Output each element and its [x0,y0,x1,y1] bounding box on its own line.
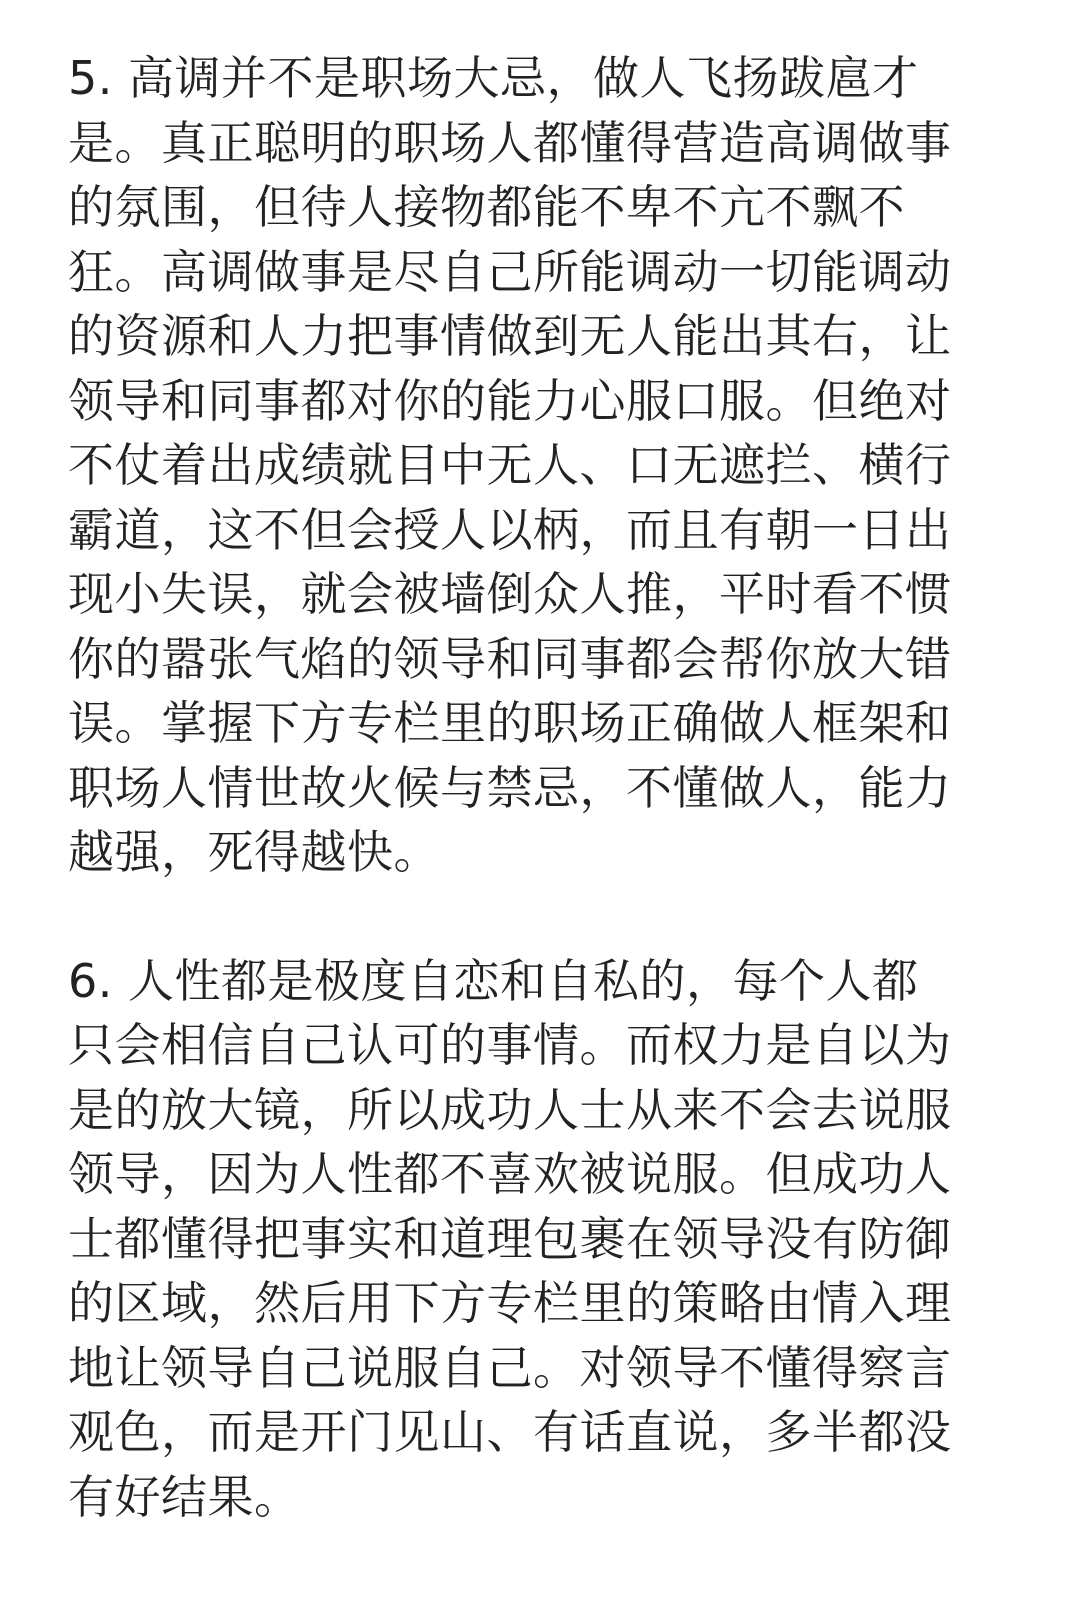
article-body [68,46,958,1529]
paragraph-item-5: 5. 高调并不是职场大忌，做人飞扬跋扈才是。真正聪明的职场人都懂得营造高调做事的氛围，但待人接物都能不卑不亢不飘不狂。高调做事是尽自己所能调动一切能调动的资源和人力把事情做到无人能出其右，让领导和同事都对你的能力心服口服。但绝对不仗着出成绩就目中无人、口无遮拦、横行霸道，这不但会授人以柄，而且有朝一日出现小失误，就会被墙倒众人推，平时看不惯你的嚣张气焰的领导和同事都会帮你放大错误。掌握下方专栏里的职场正确做人框架和职场人情世故火候与禁忌，不懂做人，能力越强，死得越快。 [68,51,952,879]
paragraph-item-6: 6. 人性都是极度自恋和自私的，每个人都只会相信自己认可的事情。而权力是自以为是的放大镜，所以成功人士从来不会去说服领导，因为人性都不喜欢被说服。但成功人士都懂得把事实和道理包裹在领导没有防御的区域，然后用下方专栏里的策略由情入理地让领导自己说服自己。对领导不懂得察言观色，而是开门见山、有话直说，多半都没有好结果。 [68,953,952,1524]
paragraph-spacer [68,885,958,949]
